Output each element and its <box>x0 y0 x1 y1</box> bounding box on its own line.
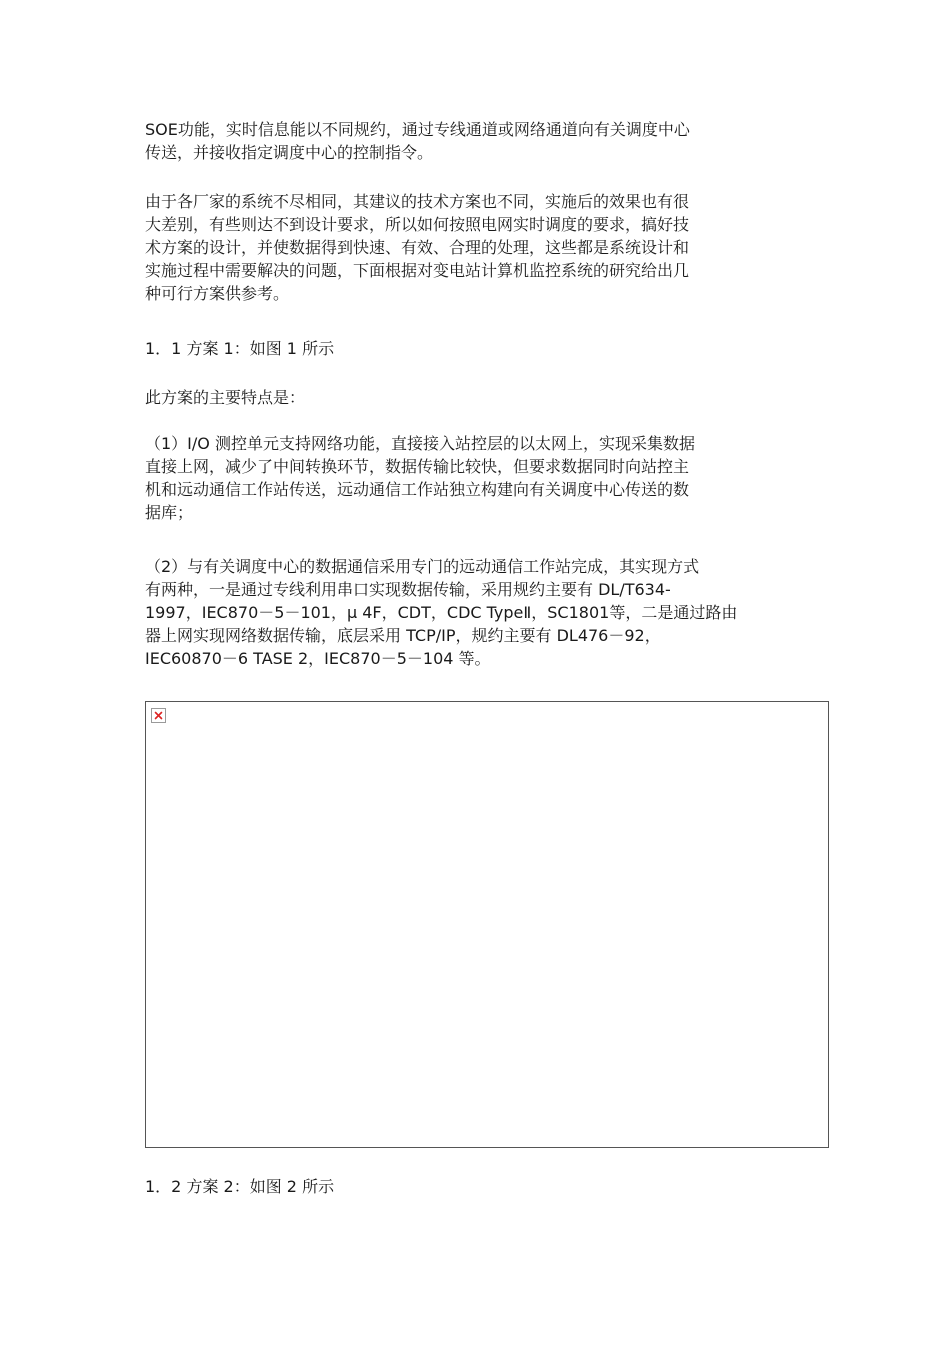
section-heading-1-2: 1．2 方案 2：如图 2 所示 <box>145 1177 335 1196</box>
broken-image-icon <box>151 708 166 723</box>
paragraph-feature-2: （2）与有关调度中心的数据通信采用专门的远动通信工作站完成，其实现方式 有两种，一是通过专线利用串口实现数据传输，采用规约主要有 DL/T634- 1997，IEC870－5－101，μ 4F，CDT，CDC TypeⅡ，SC1801等，二是通过路由 器上网实现网络数据传输，底层采用 TCP/IP，规约主要有 DL476－92， IEC60870－6 TASE 2，IEC870－5－104 等。 <box>145 557 738 668</box>
section-heading-1-1: 1．1 方案 1：如图 1 所示 <box>145 339 335 358</box>
red-x-icon <box>154 711 163 720</box>
paragraph-soe: SOE功能，实时信息能以不同规约，通过专线通道或网络通道向有关调度中心 传送，并接收指定调度中心的控制指令。 <box>145 120 690 162</box>
paragraph-features-intro: 此方案的主要特点是： <box>145 388 306 407</box>
figure-1-placeholder <box>145 701 829 1148</box>
paragraph-intro: 由于各厂家的系统不尽相同，其建议的技术方案也不同，实施后的效果也有很 大差别，有些则达不到设计要求，所以如何按照电网实时调度的要求，搞好技 术方案的设计，并使数据得到快速、有效、合理的处理，这些都是系统设计和 实施过程中需要解决的问题，下面根据对变电站计算机监控系统的研究给出几 种可行方案供参考。 <box>145 192 690 303</box>
paragraph-feature-1: （1）I/O 测控单元支持网络功能，直接接入站控层的以太网上，实现采集数据 直接上网，减少了中间转换环节，数据传输比较快，但要求数据同时向站控主 机和远动通信工作站传送，远动通信工作站独立构建向有关调度中心传送的数 据库； <box>145 434 695 522</box>
